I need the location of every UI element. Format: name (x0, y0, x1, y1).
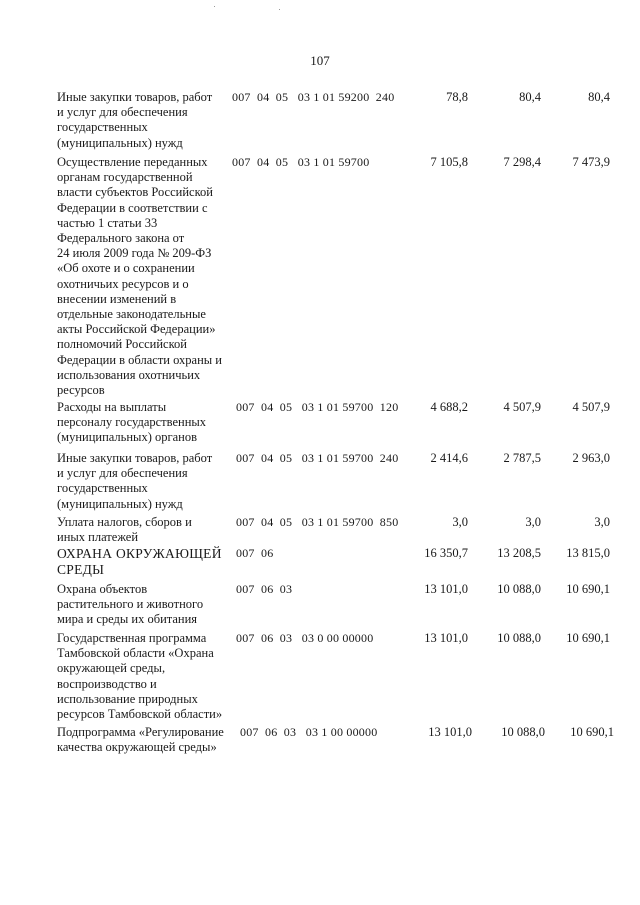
value-year-1: 4 688,2 (430, 400, 468, 414)
description-line: мира и среды их обитания (57, 612, 198, 627)
value-year-1: 13 101,0 (424, 582, 468, 596)
row-description (57, 725, 237, 755)
value-year-1: 2 414,6 (430, 451, 468, 465)
description-line: СРЕДЫ (57, 562, 105, 577)
value-year-1: 13 101,0 (424, 631, 468, 645)
description-line: (муниципальных) органов (57, 430, 198, 445)
description-line: власти субъектов Российской (57, 185, 213, 200)
description-line: воспроизводство и (57, 676, 157, 691)
value-year-3: 80,4 (588, 90, 610, 104)
description-line: частью 1 статьи 33 (57, 215, 158, 230)
row-description (57, 400, 237, 446)
value-year-1: 3,0 (452, 515, 468, 529)
description-line: полномочий Российской (57, 337, 187, 352)
description-line: внесении изменений в (57, 291, 177, 306)
value-year-3: 10 690,1 (566, 631, 610, 645)
description-line: акты Российской Федерации» (57, 322, 216, 337)
row-description (57, 582, 237, 628)
scan-speck (214, 6, 215, 7)
row-description (57, 631, 237, 722)
value-year-3: 13 815,0 (566, 546, 610, 560)
value-year-2: 80,4 (519, 90, 541, 104)
description-line: иных платежей (57, 530, 139, 545)
value-year-2: 10 088,0 (497, 631, 541, 645)
description-line: государственных (57, 481, 148, 496)
description-line: Иные закупки товаров, работ (57, 451, 213, 465)
budget-code: 007 04 05 03 1 01 59700 120 (236, 400, 399, 414)
description-line: и услуг для обеспечения (57, 105, 188, 120)
row-description (57, 451, 237, 512)
description-line: Тамбовской области «Охрана (57, 646, 214, 661)
description-line: «Об охоте и о сохранении (57, 261, 195, 276)
description-line: Уплата налогов, сборов и (57, 515, 192, 529)
description-line: использования охотничьих (57, 367, 201, 382)
description-line: окружающей среды, (57, 661, 166, 676)
description-line: и услуг для обеспечения (57, 466, 188, 481)
value-year-3: 4 507,9 (572, 400, 610, 414)
value-year-2: 10 088,0 (497, 582, 541, 596)
value-year-3: 2 963,0 (572, 451, 610, 465)
value-year-3: 3,0 (594, 515, 610, 529)
budget-code: 007 06 (236, 546, 274, 560)
description-line: отдельные законодательные (57, 307, 206, 322)
value-year-1: 13 101,0 (428, 725, 472, 739)
budget-code: 007 04 05 03 1 01 59200 240 (232, 90, 395, 104)
description-line: Федерации в соответствии с (57, 200, 208, 215)
value-year-3: 10 690,1 (570, 725, 614, 739)
budget-code: 007 04 05 03 1 01 59700 850 (236, 515, 399, 529)
value-year-2: 7 298,4 (503, 155, 541, 169)
description-line: Иные закупки товаров, работ (57, 90, 213, 104)
description-line: Федерального закона от (57, 231, 185, 246)
budget-code: 007 06 03 03 1 00 00000 (240, 725, 378, 739)
description-line: (муниципальных) нужд (57, 135, 183, 150)
budget-code: 007 04 05 03 1 01 59700 (232, 155, 370, 169)
description-line: органам государственной (57, 170, 193, 185)
description-line: 24 июля 2009 года № 209-ФЗ (57, 246, 212, 261)
value-year-2: 3,0 (525, 515, 541, 529)
value-year-1: 78,8 (446, 90, 468, 104)
page-number: 107 (310, 53, 330, 68)
description-line: Расходы на выплаты (57, 400, 167, 414)
description-line: Охрана объектов (57, 582, 148, 596)
scan-speck (279, 9, 280, 10)
description-line: ресурсов Тамбовской области» (57, 707, 223, 722)
value-year-2: 2 787,5 (503, 451, 541, 465)
value-year-3: 10 690,1 (566, 582, 610, 596)
description-line: качества окружающей среды» (57, 740, 217, 755)
value-year-2: 13 208,5 (497, 546, 541, 560)
value-year-3: 7 473,9 (572, 155, 610, 169)
value-year-1: 7 105,8 (430, 155, 468, 169)
budget-code: 007 04 05 03 1 01 59700 240 (236, 451, 399, 465)
budget-code: 007 06 03 03 0 00 00000 (236, 631, 374, 645)
value-year-2: 4 507,9 (503, 400, 541, 414)
value-year-2: 10 088,0 (501, 725, 545, 739)
value-year-1: 16 350,7 (424, 546, 468, 560)
row-description (57, 515, 237, 545)
description-line: использование природных (57, 691, 198, 706)
section-heading (57, 546, 237, 578)
description-line: Подпрограмма «Регулирование (57, 725, 224, 739)
description-line: Государственная программа (57, 631, 207, 645)
description-line: растительного и животного (57, 597, 204, 612)
row-description (57, 155, 237, 398)
budget-code: 007 06 03 (236, 582, 293, 596)
description-line: государственных (57, 120, 148, 135)
description-line: ресурсов (57, 383, 105, 398)
description-line: Федерации в области охраны и (57, 352, 222, 367)
description-line: (муниципальных) нужд (57, 496, 183, 511)
description-line: персоналу государственных (57, 415, 207, 430)
description-line: ОХРАНА ОКРУЖАЮЩЕЙ (57, 546, 222, 561)
row-description (57, 90, 237, 151)
description-line: охотничьих ресурсов и о (57, 276, 189, 291)
description-line: Осуществление переданных (57, 155, 208, 169)
